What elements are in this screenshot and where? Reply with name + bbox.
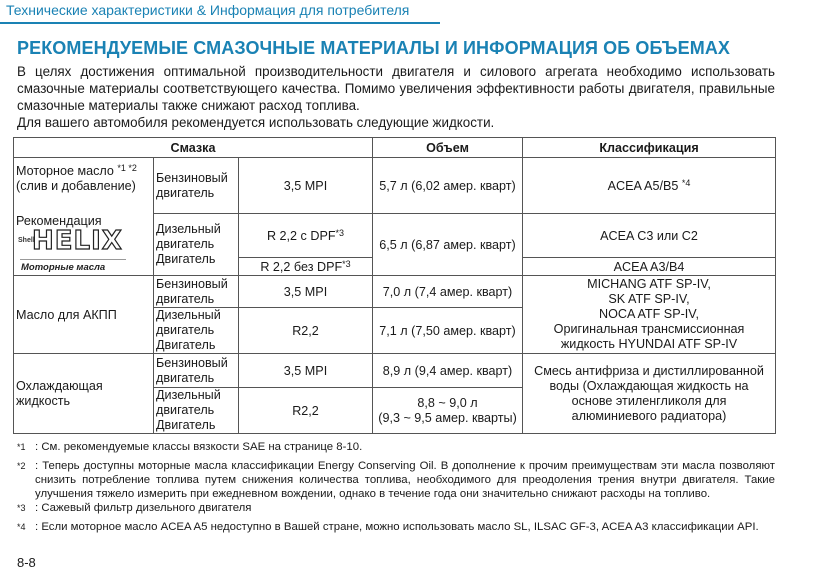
table-row [14, 276, 776, 308]
footnote-ref: *3 [335, 228, 345, 238]
footnotes [17, 440, 775, 538]
atf-label-cell: Масло для АКПП [14, 276, 154, 354]
engine-type-cell: Дизельный двигатель Двигатель [154, 214, 239, 276]
engine-oil-cell [14, 158, 154, 276]
engine-oil-note: (слив и добавление) [16, 179, 136, 193]
footnote-ref: *4 [681, 178, 691, 188]
shell-helix-logo: Shell HELIX Моторные масла [18, 233, 138, 271]
classification-cell: ACEA C3 или C2 [523, 214, 776, 258]
volume-cell: 6,5 л (6,87 амер. кварт) [373, 214, 523, 276]
volume-cell: 7,1 л (7,50 амер. кварт) [373, 308, 523, 354]
engine-spec-cell: 3,5 MPI [239, 354, 373, 388]
engine-type-cell: Бензиновый двигатель [154, 158, 239, 214]
footnote-text: : Если моторное масло ACEA A5 недоступно в Вашей стране, можно использовать масло SL, ILSAC GF-3, ACEA A3 классификации API. [35, 520, 759, 533]
engine-type-cell: Дизельный двигатель Двигатель [154, 388, 239, 434]
intro-text [17, 63, 775, 131]
engine-spec-cell: 3,5 MPI [239, 276, 373, 308]
table-row [14, 158, 776, 214]
engine-type-cell: Бензиновый двигатель [154, 354, 239, 388]
footnote-text: : См. рекомендуемые классы вязкости SAE на странице 8-10. [35, 441, 363, 453]
footnote-mark: *4 [17, 521, 26, 532]
running-header [0, 0, 440, 24]
footnote-mark: *3 [17, 502, 26, 513]
table-header-row [14, 138, 776, 158]
engine-spec-cell: R2,2 [239, 388, 373, 434]
intro-paragraph-2: Для вашего автомобиля рекомендуется использовать следующие жидкости. [17, 115, 495, 130]
engine-spec-cell: R 2,2 с DPF$^{*3}$ [239, 214, 373, 258]
recommendation-label: Рекомендация [16, 214, 102, 228]
footnote-mark: *1 [17, 442, 26, 452]
volume-cell: 8,8 ~ 9,0 л (9,3 ~ 9,5 амер. кварты) [373, 388, 523, 434]
footnote-item [17, 501, 775, 520]
footnote-ref: *3 [342, 259, 351, 269]
classification-cell: ACEA A3/B4 [523, 258, 776, 276]
footnote-text: : Теперь доступны моторные масла классификации Energy Conserving Oil. В дополнение к прочим преимуществам эти масла позволяют снизить потребление топлива путем снижения количества топлива, необходимого для преодоления трения внутри двигателя. Такие улучшения тяжело измерить при ежедневном вождении, однако в течение года они значительно снижают расходы на топливо. [35, 459, 775, 500]
footnote-mark: *2 [17, 460, 26, 471]
running-title: Технические характеристики & Информация для потребителя [6, 2, 410, 18]
footnote-item [17, 459, 775, 501]
page-number: 8-8 [17, 555, 36, 570]
volume-cell: 7,0 л (7,4 амер. кварт) [373, 276, 523, 308]
footnote-item [17, 440, 775, 459]
footnote-ref: *1 *2 [117, 163, 137, 173]
classification-cell: Смесь антифриза и дистиллированной воды (Охлаждающая жидкость на основе этиленгликоля для алюминиевого радиатора) [523, 354, 776, 434]
coolant-label-cell: Охлаждающая жидкость [14, 354, 154, 434]
engine-spec-cell: R2,2 [239, 308, 373, 354]
engine-spec-cell: 3,5 MPI [239, 158, 373, 214]
intro-paragraph: В целях достижения оптимальной производительности двигателя и силового агрегата необходимо использовать смазочные материалы соответствующего качества. Помимо увеличения эффективности работы двигателя, правильные смазочные материалы также снижают расход топлива. [17, 64, 775, 113]
engine-spec-cell: R 2,2 без DPF$^{*3}$ [239, 258, 373, 276]
col-header-lubricant: Смазка [14, 138, 373, 158]
lubricants-table [13, 137, 776, 434]
footnote-text: : Сажевый фильтр дизельного двигателя [35, 501, 252, 514]
table-row [14, 354, 776, 388]
volume-cell: 8,9 л (9,4 амер. кварт) [373, 354, 523, 388]
section-title: РЕКОМЕНДУЕМЫЕ СМАЗОЧНЫЕ МАТЕРИАЛЫ И ИНФОРМАЦИЯ ОБ ОБЪЕМАХ [17, 38, 731, 58]
engine-type-cell: Дизельный двигатель Двигатель [154, 308, 239, 354]
col-header-volume: Объем [373, 138, 523, 158]
footnote-item [17, 520, 775, 539]
col-header-classification: Классификация [523, 138, 776, 158]
volume-cell: 5,7 л (6,02 амер. кварт) [373, 158, 523, 214]
engine-type-cell: Бензиновый двигатель [154, 276, 239, 308]
classification-cell: MICHANG ATF SP-IV, SK ATF SP-IV, NOCA ATF SP-IV, Оригинальная трансмиссионная жидкость HYUNDAI ATF SP-IV [523, 276, 776, 354]
engine-oil-label: Моторное масло [16, 164, 114, 178]
classification-cell: ACEA A5/B5 $^{*4}$ [523, 158, 776, 214]
